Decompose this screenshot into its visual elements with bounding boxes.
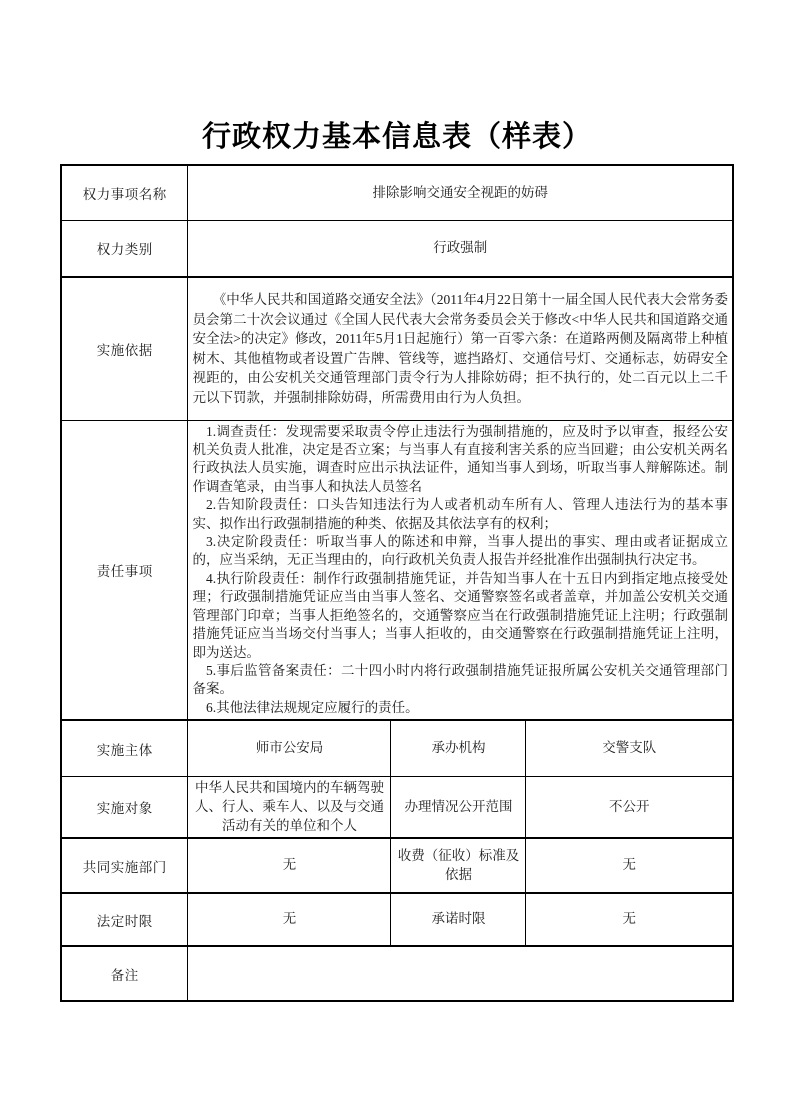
- duties-text-cell: [188, 420, 733, 720]
- duty-item-6: 6.其他法律法规规定应履行的责任。: [205, 699, 419, 715]
- duty-item-2: 2.告知阶段责任：口头告知违法行为人或者机动车所有人、管理人违法行为的基本事实、拟作出行政强制措施的种类、依据及其依法享有的权利；: [192, 497, 729, 531]
- row-joint-dept: [61, 838, 733, 893]
- basis-text: 《中华人民共和国道路交通安全法》（2011年4月22日第十一届全国人民代表大会常务委员会第二十次会议通过《全国人民代表大会常务委员会关于修改<中华人民共和国道路交通安全法>的决定》修改，2011年5月1日起施行）第一百零六条：在道路两侧及隔离带上种植树木、其他植物或者设置广告牌、管线等，遮挡路灯、交通信号灯、交通标志，妨碍安全视距的，由公安机关交通管理部门责令行为人排除妨碍；拒不执行的，处二百元以上二千元以下罚款，并强制排除妨碍，所需费用由行为人负担。: [192, 292, 729, 405]
- row-power-name: [61, 165, 733, 220]
- disclosure-scope-label: 办理情况公开范围: [391, 776, 526, 838]
- legal-limit-value: 无: [188, 893, 391, 946]
- duty-item-3: 3.决定阶段责任：听取当事人的陈述和申辩，当事人提出的事实、理由或者证据成立的，应当采纳，无正当理由的，向行政机关负责人报告并经批准作出强制执行决定书。: [192, 534, 729, 568]
- basis-text-cell: [188, 277, 733, 420]
- admin-power-info-table: [60, 164, 734, 1002]
- fee-standard-value: 无: [526, 838, 733, 893]
- joint-dept-label: 共同实施部门: [61, 838, 188, 893]
- row-power-type: [61, 220, 733, 277]
- duty-item-1: 1.调查责任：发现需要采取责令停止违法行为强制措施的，应及时予以审查，报经公安机关负责人批准，决定是否立案；与当事人有直接利害关系的应当回避；由公安机关两名行政执法人员实施，调查时应出示执法证件，通知当事人到场，听取当事人辩解陈述。制作调查笔录，由当事人和执法人员签名: [192, 423, 729, 494]
- row-remarks: [61, 946, 733, 1001]
- power-type-label: 权力类别: [61, 220, 188, 277]
- row-implementer: [61, 720, 733, 776]
- power-name-value: 排除影响交通安全视距的妨碍: [188, 165, 733, 220]
- promised-limit-label: 承诺时限: [391, 893, 526, 946]
- page-title: 行政权力基本信息表（样表）: [201, 121, 592, 153]
- remarks-value: [188, 946, 733, 1001]
- legal-limit-label: 法定时限: [61, 893, 188, 946]
- promised-limit-value: 无: [526, 893, 733, 946]
- row-duties: [61, 420, 733, 720]
- undertaker-value: 交警支队: [526, 720, 733, 776]
- remarks-label: 备注: [61, 946, 188, 1001]
- row-target: [61, 776, 733, 838]
- implementer-label: 实施主体: [61, 720, 188, 776]
- power-type-value: 行政强制: [188, 220, 733, 277]
- target-value: 中华人民共和国境内的车辆驾驶人、行人、乘车人、以及与交通活动有关的单位和个人: [188, 776, 391, 838]
- target-label: 实施对象: [61, 776, 188, 838]
- implementer-value: 师市公安局: [188, 720, 391, 776]
- row-legal-limit: [61, 893, 733, 946]
- duty-item-4: 4.执行阶段责任：制作行政强制措施凭证，并告知当事人在十五日内到指定地点接受处理；行政强制措施凭证应当由当事人签名、交通警察签名或者盖章，并加盖公安机关交通管理部门印章；当事人拒绝签名的，交通警察应当在行政强制措施凭证上注明；行政强制措施凭证应当当场交付当事人；当事人拒收的，由交通警察在行政强制措施凭证上注明，即为送达。: [192, 570, 729, 660]
- disclosure-scope-value: 不公开: [526, 776, 733, 838]
- fee-standard-label: 收费（征收）标准及依据: [391, 838, 526, 893]
- row-basis: [61, 277, 733, 420]
- duty-item-5: 5.事后监管备案责任：二十四小时内将行政强制措施凭证报所属公安机关交通管理部门备案。: [192, 662, 729, 697]
- power-name-label: 权力事项名称: [61, 165, 188, 220]
- duties-label: 责任事项: [61, 420, 188, 720]
- joint-dept-value: 无: [188, 838, 391, 893]
- basis-label: 实施依据: [61, 277, 188, 420]
- undertaker-label: 承办机构: [391, 720, 526, 776]
